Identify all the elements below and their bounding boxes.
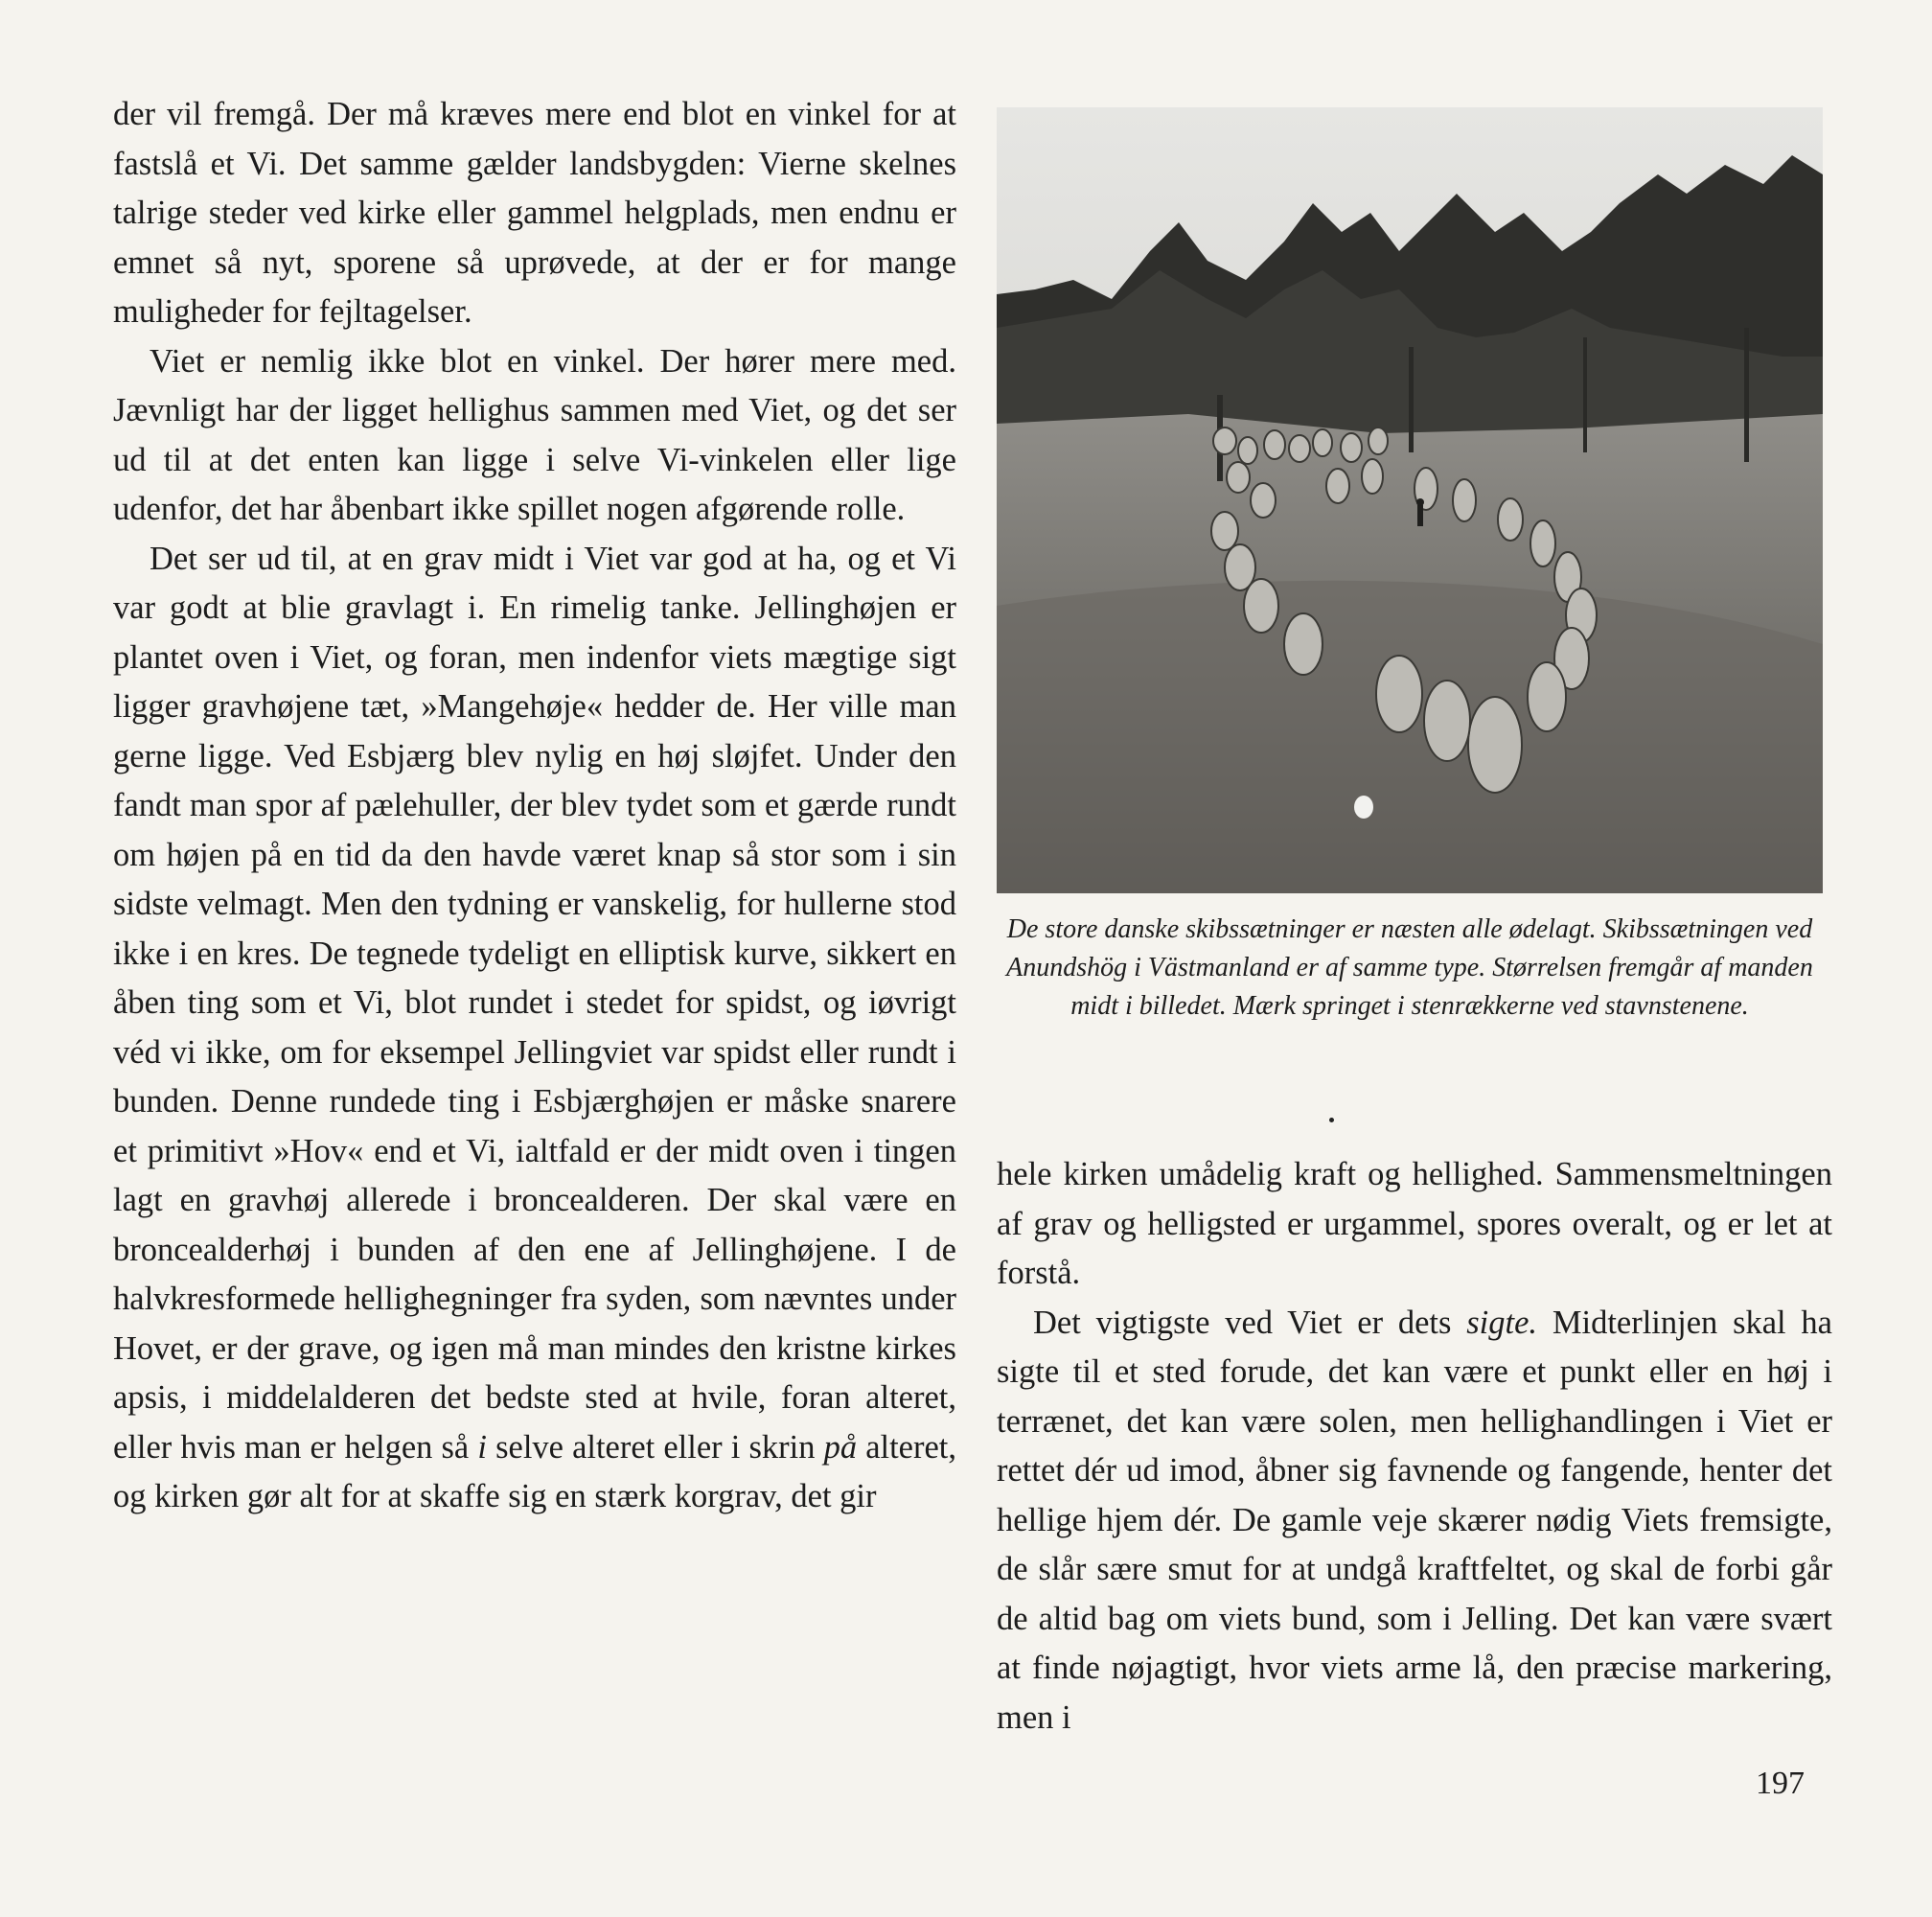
paragraph-text: Midterlinjen skal ha sigte til et sted forude, det kan være et punkt eller en høj i terrænet, det kan være solen, men hellighandlingen i Viet er rettet dér ud imod, åbner sig favnende og fangende, henter det hellige hjem dér. De gamle veje skærer nødig Viets fremsigte, de slår sære smut for at undgå kraftfeltet, og skal de forbi går de altid bag om viets bund, som i Jelling. Det kan være svært at finde nøjagtigt, hvor viets arme lå, den præcise markering, men i xyxy=(997,1304,1832,1736)
page-number: 197 xyxy=(1756,1766,1805,1801)
photo-illustration xyxy=(997,107,1823,893)
paragraph-text: Det vigtigste ved Viet er dets xyxy=(1033,1304,1467,1341)
italic-word: i xyxy=(477,1428,487,1466)
stray-dot xyxy=(1329,1118,1334,1122)
right-text-column xyxy=(997,1150,1832,1743)
paragraph-text: alteret, og kirken gør alt for at skaffe sig en stærk korgrav, det gir xyxy=(113,1428,956,1514)
left-text-column xyxy=(113,90,956,1522)
paragraph: der vil fremgå. Der må kræves mere end blot en vinkel for at fastslå et Vi. Det samme gælder landsbygden: Vierne skelnes talrige steder ved kirke eller gammel helgplads, men endnu er emnet så nyt, sporene så uprøvede, at der er for mange muligheder for fejltagelser. xyxy=(113,96,956,330)
paragraph xyxy=(997,1299,1832,1744)
paragraph: hele kirken umådelig kraft og hellighed. Sammensmeltningen af grav og helligsted er urgammel, spores overalt, og er let at forstå. xyxy=(997,1156,1832,1291)
paragraph-text: selve alteret eller i skrin xyxy=(486,1428,824,1466)
italic-word: sigte. xyxy=(1466,1304,1538,1341)
paragraph xyxy=(113,535,956,1522)
figure-caption: De store danske skibssætninger er næsten alle ødelagt. Skibssætningen ved Anundshög i Västmanland er af samme type. Størrelsen fremgår af manden midt i billedet. Mærk springet i stenrækkerne ved stavnstenene. xyxy=(1006,914,1813,1021)
paragraph-text: Det ser ud til, at en grav midt i Viet var god at ha, og et Vi var godt at blie gravlagt i. En rimelig tanke. Jellinghøjen er plantet oven i Viet, og foran, men indenfor viets mægtige sigt ligger gravhøjene tæt, »Mangehøje« hedder de. Her ville man gerne ligge. Ved Esbjærg blev nylig en høj sløjfet. Under den fandt man spor af pælehuller, der blev tydet som et gærde rundt om højen på en tid da den havde været knap så stor som i sin sidste velmagt. Men den tydning er vanskelig, for hullerne stod ikke i en kres. De tegnede tydeligt en elliptisk kurve, sikkert en åben ting som et Vi, blot rundet i stedet for spidst, og iøvrigt véd vi ikke, om for eksempel Jellingviet var spidst eller rundt i bunden. Denne rundede ting i Esbjærghøjen er måske snarere et primitivt »Hov« end et Vi, ialtfald er der midt oven i tingen lagt en gravhøj allerede i broncealderen. Der skal være en broncealderhøj i bunden af den ene af Jellinghøjene. I de halvkresformede hellighegninger fra syden, som nævntes under Hovet, er der grave, og igen må man mindes den kristne kirkes apsis, i middelalderen det bedste sted at hvile, foran alteret, eller hvis man er helgen så xyxy=(113,540,956,1466)
paragraph: Viet er nemlig ikke blot en vinkel. Der hører mere med. Jævnligt har der ligget hellighus sammen med Viet, og det ser ud til at det enten kan ligge i selve Vi-vinkelen eller lige udenfor, det har åbenbart ikke spillet nogen afgørende rolle. xyxy=(113,342,956,527)
stone-ship-photograph xyxy=(997,107,1823,893)
italic-word: på xyxy=(823,1428,858,1466)
